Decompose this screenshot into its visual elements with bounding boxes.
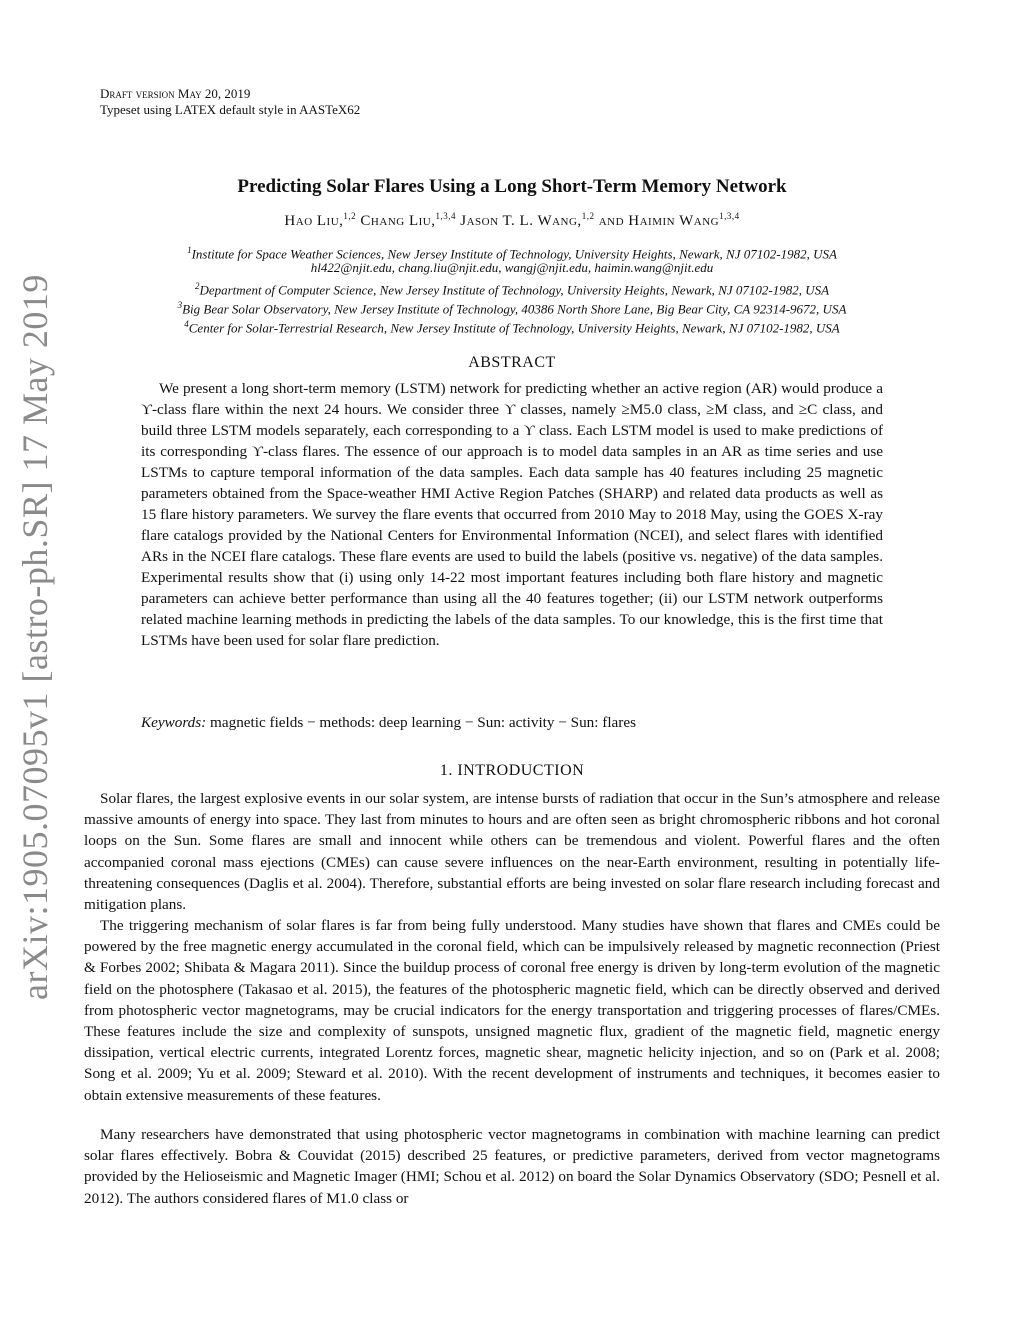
- intro-paragraph-3: Many researchers have demonstrated that using photospheric vector magnetograms in combination with machine learning can predict solar flares effectively. Bobra & Couvidat (2015) described 25 features, or predictive parameters, derived from vector magnetograms provided by the Helioseismic and Magnetic Imager (HMI; Schou et al. 2012) on board the Solar Dynamics Observatory (SDO; Pesnell et al. 2012). The authors considered flares of M1.0 class or: [84, 1126, 940, 1207]
- author-2-affil: 1,3,4: [435, 211, 456, 221]
- author-1: Hao Liu,: [284, 213, 344, 229]
- page-header: [100, 86, 360, 118]
- affiliation-4: [100, 315, 924, 337]
- keywords-text: magnetic fields − methods: deep learning − Sun: activity − Sun: flares: [210, 714, 637, 731]
- affiliation-4-number: 4: [184, 319, 189, 329]
- intro-paragraph-1: Solar flares, the largest explosive events in our solar system, are intense bursts of radiation that occur in the Sun’s atmosphere and release massive amounts of energy into space. They last from minutes to hours and are often seen as bright chromospheric ribbons and hot coronal loops on the Sun. Some flares are small and innocent while others can be tremendous and violent. Powerful flares and the often accompanied coronal mass ejections (CMEs) can cause severe influences on the near-Earth environment, resulting in potentially life-threatening consequences (Daglis et al. 2004). Therefore, substantial efforts are being invested on solar flare research including forecast and mitigation plans.: [84, 790, 940, 914]
- keywords: [141, 714, 636, 732]
- draft-version: Draft version May 20, 2019: [100, 86, 251, 101]
- author-4: Haimin Wang: [628, 213, 720, 229]
- affiliation-4-text: Center for Solar-Terrestrial Research, New Jersey Institute of Technology, University Heights, Newark, NJ 07102-1982, USA: [188, 320, 840, 336]
- affiliation-2-text: Department of Computer Science, New Jersey Institute of Technology, University Heights, Newark, NJ 07102-1982, USA: [199, 282, 830, 298]
- abstract-heading: ABSTRACT: [468, 354, 556, 371]
- abstract-text: We present a long short-term memory (LSTM) network for predicting whether an active region (AR) would produce a ϒ-class flare within the next 24 hours. We consider three ϒ classes, namely ≥M5.0 class, ≥M class, and ≥C class, and build three LSTM models separately, each corresponding to a ϒ class. Each LSTM model is used to make predictions of its corresponding ϒ-class flares. The essence of our approach is to model data samples in an AR as time series and use LSTMs to capture temporal information of the data samples. Each data sample has 40 features including 25 magnetic parameters obtained from the Space-weather HMI Active Region Patches (SHARP) and related data products as well as 15 flare history parameters. We survey the flare events that occurred from 2010 May to 2018 May, using the GOES X-ray flare catalogs provided by the National Centers for Environmental Information (NCEI), and select flares with identified ARs in the NCEI flare catalogs. These flare events are used to build the labels (positive vs. negative) of the data samples. Experimental results show that (i) using only 14-22 most important features including both flare history and magnetic parameters can achieve better performance than using all the 40 features together; (ii) our LSTM network outperforms related machine learning methods in predicting the labels of the data samples. To our knowledge, this is the first time that LSTMs have been used for solar flare prediction.: [141, 380, 883, 649]
- author-4-affil: 1,3,4: [719, 211, 740, 221]
- affiliation-1-number: 1: [187, 245, 192, 255]
- author-emails: hl422@njit.edu, chang.liu@njit.edu, wangj@njit.edu, haimin.wang@njit.edu: [310, 260, 714, 275]
- keywords-label: Keywords:: [141, 714, 207, 731]
- typeset-note: Typeset using LATEX default style in AASTeX62: [100, 102, 361, 117]
- author-conjunction: and: [598, 213, 625, 229]
- author-3: Jason T. L. Wang,: [460, 213, 582, 229]
- author-1-affil: 1,2: [343, 211, 357, 221]
- intro-paragraph-2: The triggering mechanism of solar flares is far from being fully understood. Many studies have shown that flares and CMEs could be powered by the free magnetic energy accumulated in the coronal field, which can be impulsively released by magnetic reconnection (Priest & Forbes 2002; Shibata & Magara 2011). Since the buildup process of coronal free energy is driven by long-term evolution of the magnetic field on the photosphere (Takasao et al. 2015), the features of the photospheric magnetic field, which can be directly observed and derived from photospheric vector magnetograms, may be crucial indicators for the energy transportation and triggering processes of flares/CMEs. These features include the size and complexity of sunspots, unsigned magnetic flux, gradient of the magnetic field, magnetic energy dissipation, vertical electric currents, integrated Lorentz forces, magnetic shear, magnetic helicity injection, and so on (Park et al. 2008; Song et al. 2009; Yu et al. 2009; Steward et al. 2010). With the recent development of instruments and techniques, it becomes easier to obtain extensive measurements of these features.: [84, 917, 940, 1104]
- arxiv-identifier: arXiv:1905.07095v1 [astro-ph.SR] 17 May 2019: [15, 274, 55, 1000]
- affiliation-3-text: Big Bear Solar Observatory, New Jersey Institute of Technology, 40386 North Shore Lane, Big Bear City, CA 92314-9672, USA: [182, 301, 847, 317]
- section-heading-introduction: 1. INTRODUCTION: [439, 762, 585, 779]
- author-list: [100, 211, 924, 230]
- affiliation-3-number: 3: [177, 300, 183, 310]
- author-3-affil: 1,2: [581, 211, 595, 221]
- author-2: Chang Liu,: [360, 213, 436, 229]
- affiliation-1-text: Institute for Space Weather Sciences, New Jersey Institute of Technology, University Heights, Newark, NJ 07102-1982, USA: [191, 246, 837, 262]
- paper-title: Predicting Solar Flares Using a Long Short-Term Memory Network: [237, 176, 787, 197]
- affiliation-2-number: 2: [194, 281, 200, 291]
